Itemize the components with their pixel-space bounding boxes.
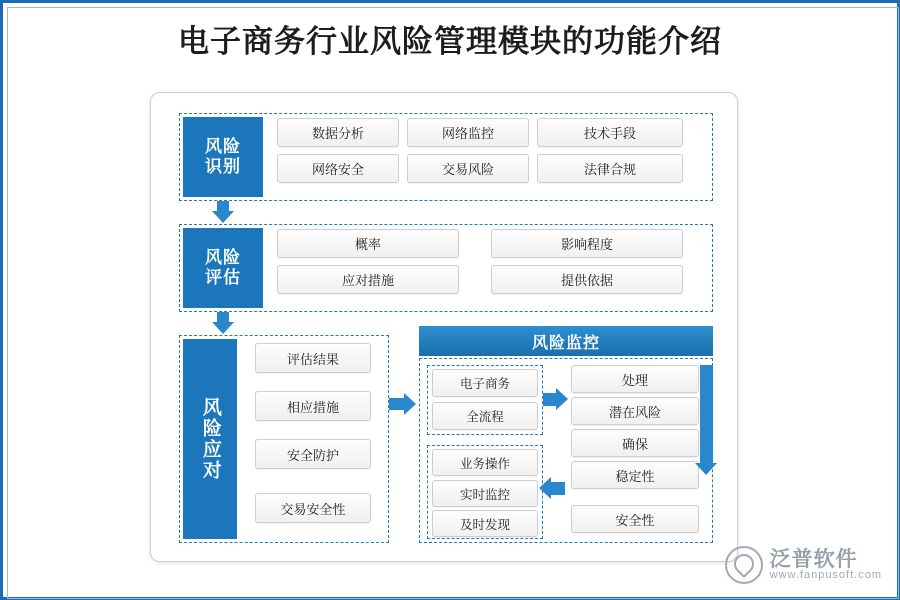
- assess-item-provide-basis[interactable]: 提供依据: [491, 265, 683, 294]
- risk-assess-label-line1: 风险: [205, 248, 241, 268]
- arrow-monitor-down-head: [695, 463, 717, 475]
- monitor-item-whole-process[interactable]: 全流程: [432, 402, 538, 430]
- respond-item-transaction-safety[interactable]: 交易安全性: [255, 493, 371, 523]
- respond-item-safety-protection[interactable]: 安全防护: [255, 439, 371, 469]
- risk-identify-label: [183, 117, 263, 197]
- arrow-assess-to-respond-head: [212, 322, 234, 334]
- risk-respond-label-text: 风险应对: [199, 397, 221, 481]
- monitor-item-potential-risk[interactable]: 潜在风险: [571, 397, 699, 425]
- diagram-card: [150, 92, 738, 562]
- logo-text: [770, 548, 882, 582]
- arrow-monitor-bottom-left-head: [539, 477, 551, 499]
- logo-mark-icon: [725, 546, 763, 584]
- page-title: 电子商务行业风险管理模块的功能介绍: [178, 24, 722, 59]
- identify-item-tech-means[interactable]: 技术手段: [537, 118, 683, 147]
- assess-item-countermeasures[interactable]: 应对措施: [277, 265, 459, 294]
- monitor-item-business-operation[interactable]: 业务操作: [432, 449, 538, 476]
- identify-item-transaction-risk[interactable]: 交易风险: [407, 154, 529, 183]
- arrow-monitor-down-shaft: [700, 365, 713, 465]
- arrow-identify-to-assess-head: [212, 211, 234, 223]
- monitor-item-realtime-monitor[interactable]: 实时监控: [432, 480, 538, 507]
- risk-assess-label-line2: 评估: [205, 268, 241, 287]
- arrow-respond-to-monitor-shaft: [389, 398, 405, 410]
- identify-item-data-analysis[interactable]: 数据分析: [277, 118, 399, 147]
- identify-item-legal-compliance[interactable]: 法律合规: [537, 154, 683, 183]
- risk-monitor-header: 风险监控: [419, 326, 713, 356]
- brand-logo: [725, 546, 882, 584]
- assess-item-probability[interactable]: 概率: [277, 229, 459, 258]
- assess-item-impact-degree[interactable]: 影响程度: [491, 229, 683, 258]
- monitor-item-safety[interactable]: 安全性: [571, 505, 699, 533]
- monitor-item-stability[interactable]: 稳定性: [571, 461, 699, 489]
- risk-identify-label-line1: 风险: [205, 137, 241, 157]
- monitor-item-timely-discovery[interactable]: 及时发现: [432, 510, 538, 537]
- arrow-monitor-bottom-left-shaft: [550, 482, 565, 495]
- arrow-respond-to-monitor-head: [404, 393, 416, 415]
- monitor-item-ecommerce[interactable]: 电子商务: [432, 369, 538, 397]
- monitor-item-handle[interactable]: 处理: [571, 365, 699, 393]
- risk-identify-label-line2: 识别: [205, 157, 241, 176]
- risk-respond-label: [183, 339, 237, 539]
- identify-item-network-security[interactable]: 网络安全: [277, 154, 399, 183]
- monitor-item-ensure[interactable]: 确保: [571, 429, 699, 457]
- respond-item-assessment-result[interactable]: 评估结果: [255, 343, 371, 373]
- respond-item-corresponding-measures[interactable]: 相应措施: [255, 391, 371, 421]
- arrow-monitor-top-right-shaft: [543, 393, 557, 406]
- logo-name-cn: 泛普软件: [769, 547, 858, 572]
- arrow-monitor-top-right-head: [556, 388, 568, 410]
- logo-name-en: www.fanpusoft.com: [769, 569, 882, 582]
- identify-item-network-monitor[interactable]: 网络监控: [407, 118, 529, 147]
- risk-assess-label: [183, 228, 263, 308]
